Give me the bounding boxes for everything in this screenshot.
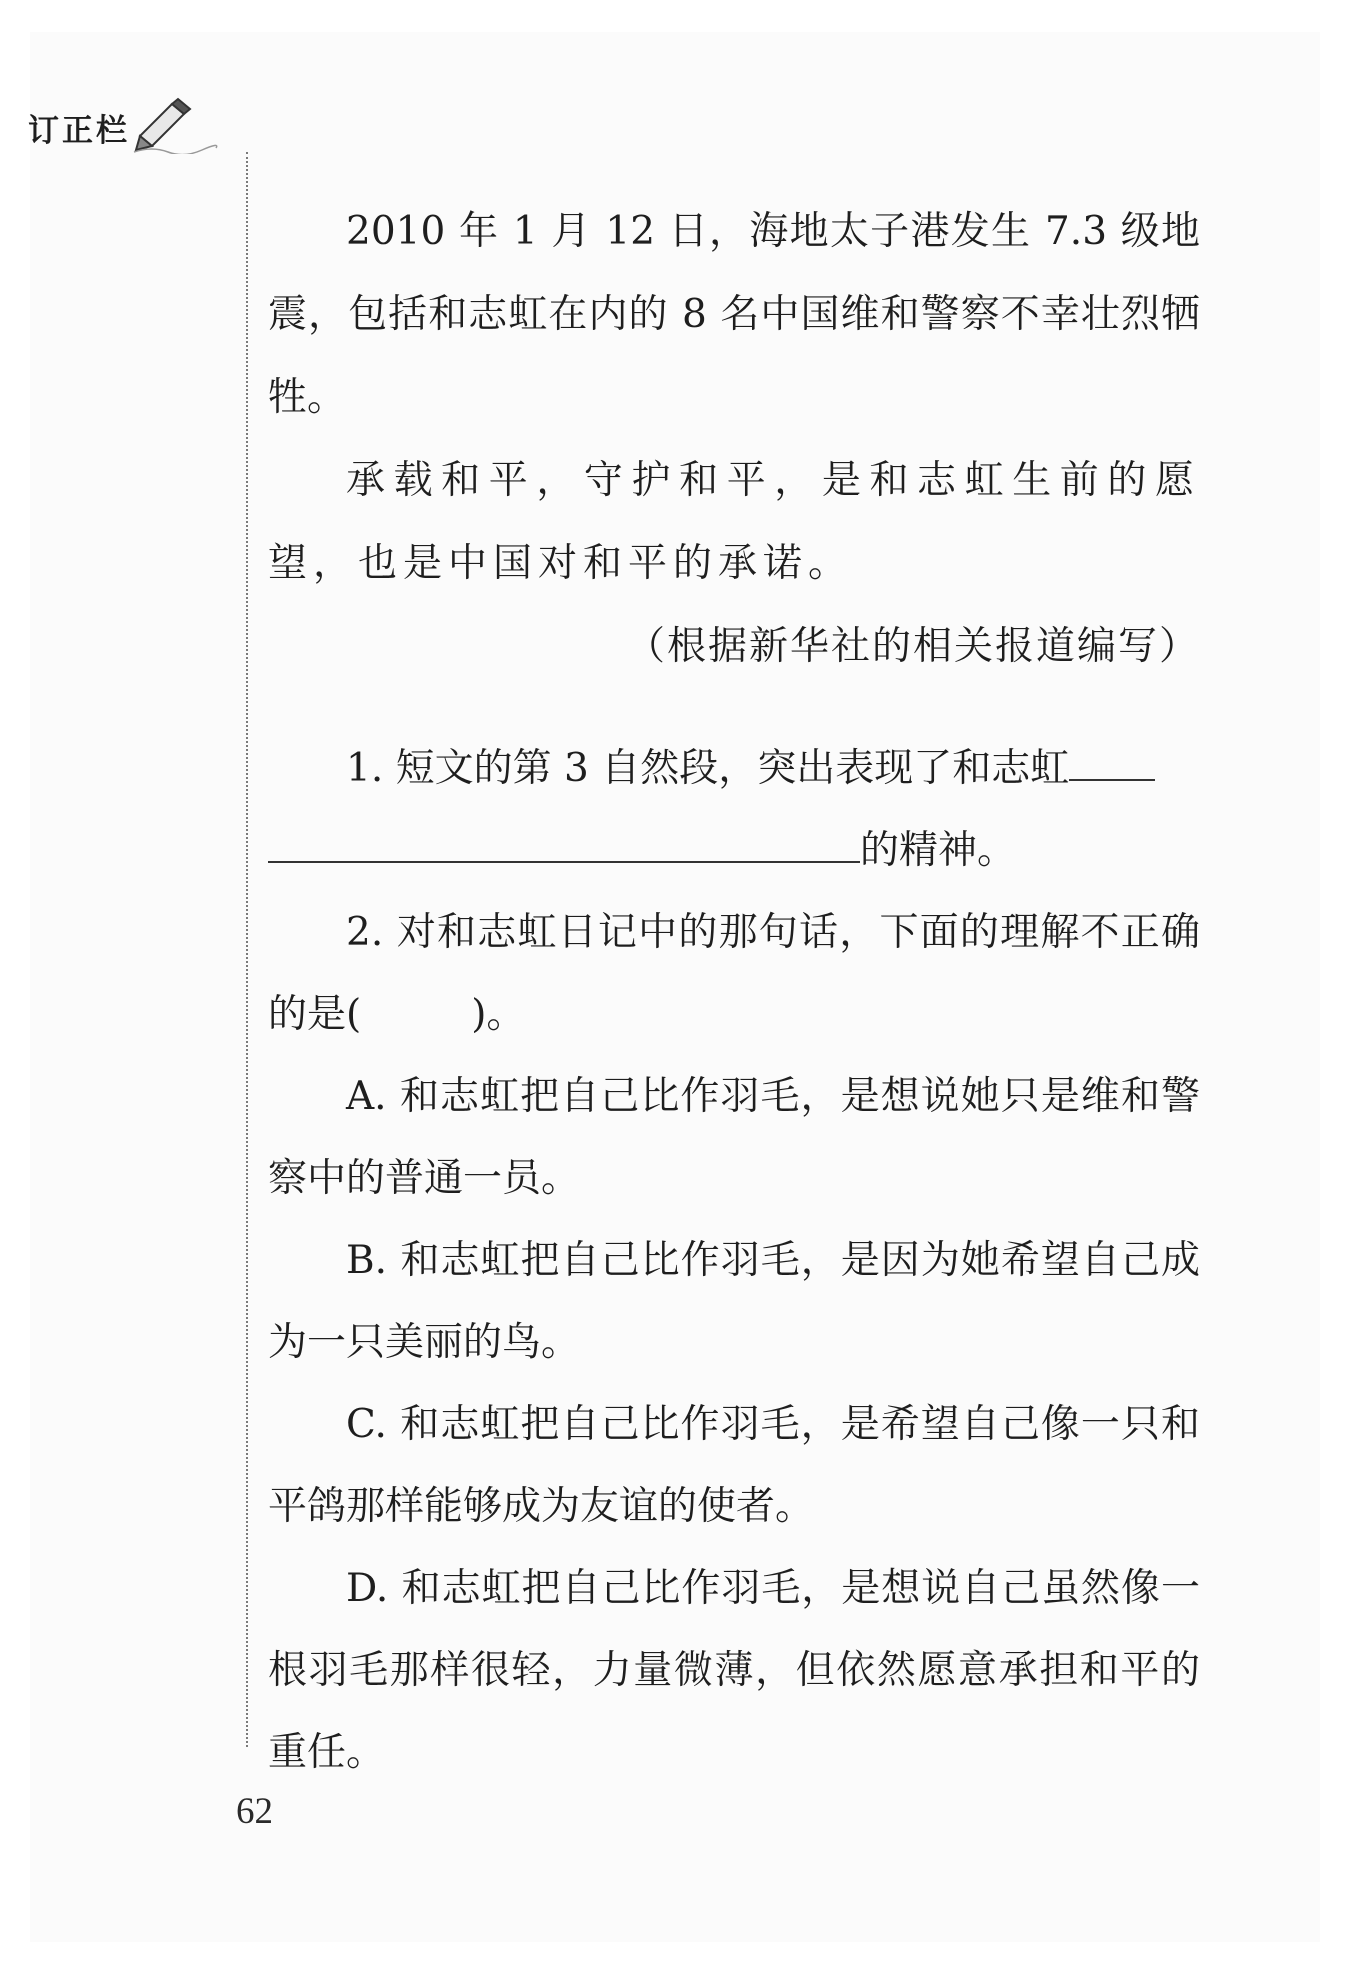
option-b: B. 和志虹把自己比作羽毛，是因为她希望自己成为一只美丽的鸟。 [268,1238,1200,1365]
option-c: C. 和志虹把自己比作羽毛，是希望自己像一只和平鸽那样能够成为友谊的使者。 [268,1402,1200,1529]
margin-divider-dotted [246,152,248,1747]
option-d: D. 和志虹把自己比作羽毛，是想说自己虽然像一根羽毛那样很轻，力量微薄，但依然愿意承担和平的重任。 [268,1566,1200,1775]
question-2-tail: )。 [471,992,526,1037]
correction-column-title: 订正栏 [28,113,130,149]
question-1-text: 1. 短文的第 3 自然段，突出表现了和志虹 [346,746,1070,791]
option-a: A. 和志虹把自己比作羽毛，是想说她只是维和警察中的普通一员。 [268,1074,1200,1201]
main-content [268,190,1200,1794]
question-1-answer-blank-b[interactable] [268,860,860,863]
question-1 [268,728,1200,892]
question-1-tail: 的精神。 [860,828,1017,873]
passage-paragraph-1: 2010 年 1 月 12 日，海地太子港发生 7.3 级地震，包括和志虹在内的 8 名中国维和警察不幸壮烈牺牲。 [268,209,1200,420]
page-number: 62 [236,1791,273,1832]
question-2 [268,892,1200,1056]
correction-column-header [28,96,218,150]
question-1-answer-blank-a[interactable] [1069,778,1155,781]
passage-paragraph-2: 承载和平，守护和平，是和志虹生前的愿望，也是中国对和平的承诺。 [268,458,1200,586]
pencil-icon [132,96,218,154]
passage-source: （根据新华社的相关报道编写） [625,624,1200,669]
question-2-text: 2. 对和志虹日记中的那句话，下面的理解不正确的是( [268,910,1200,1037]
